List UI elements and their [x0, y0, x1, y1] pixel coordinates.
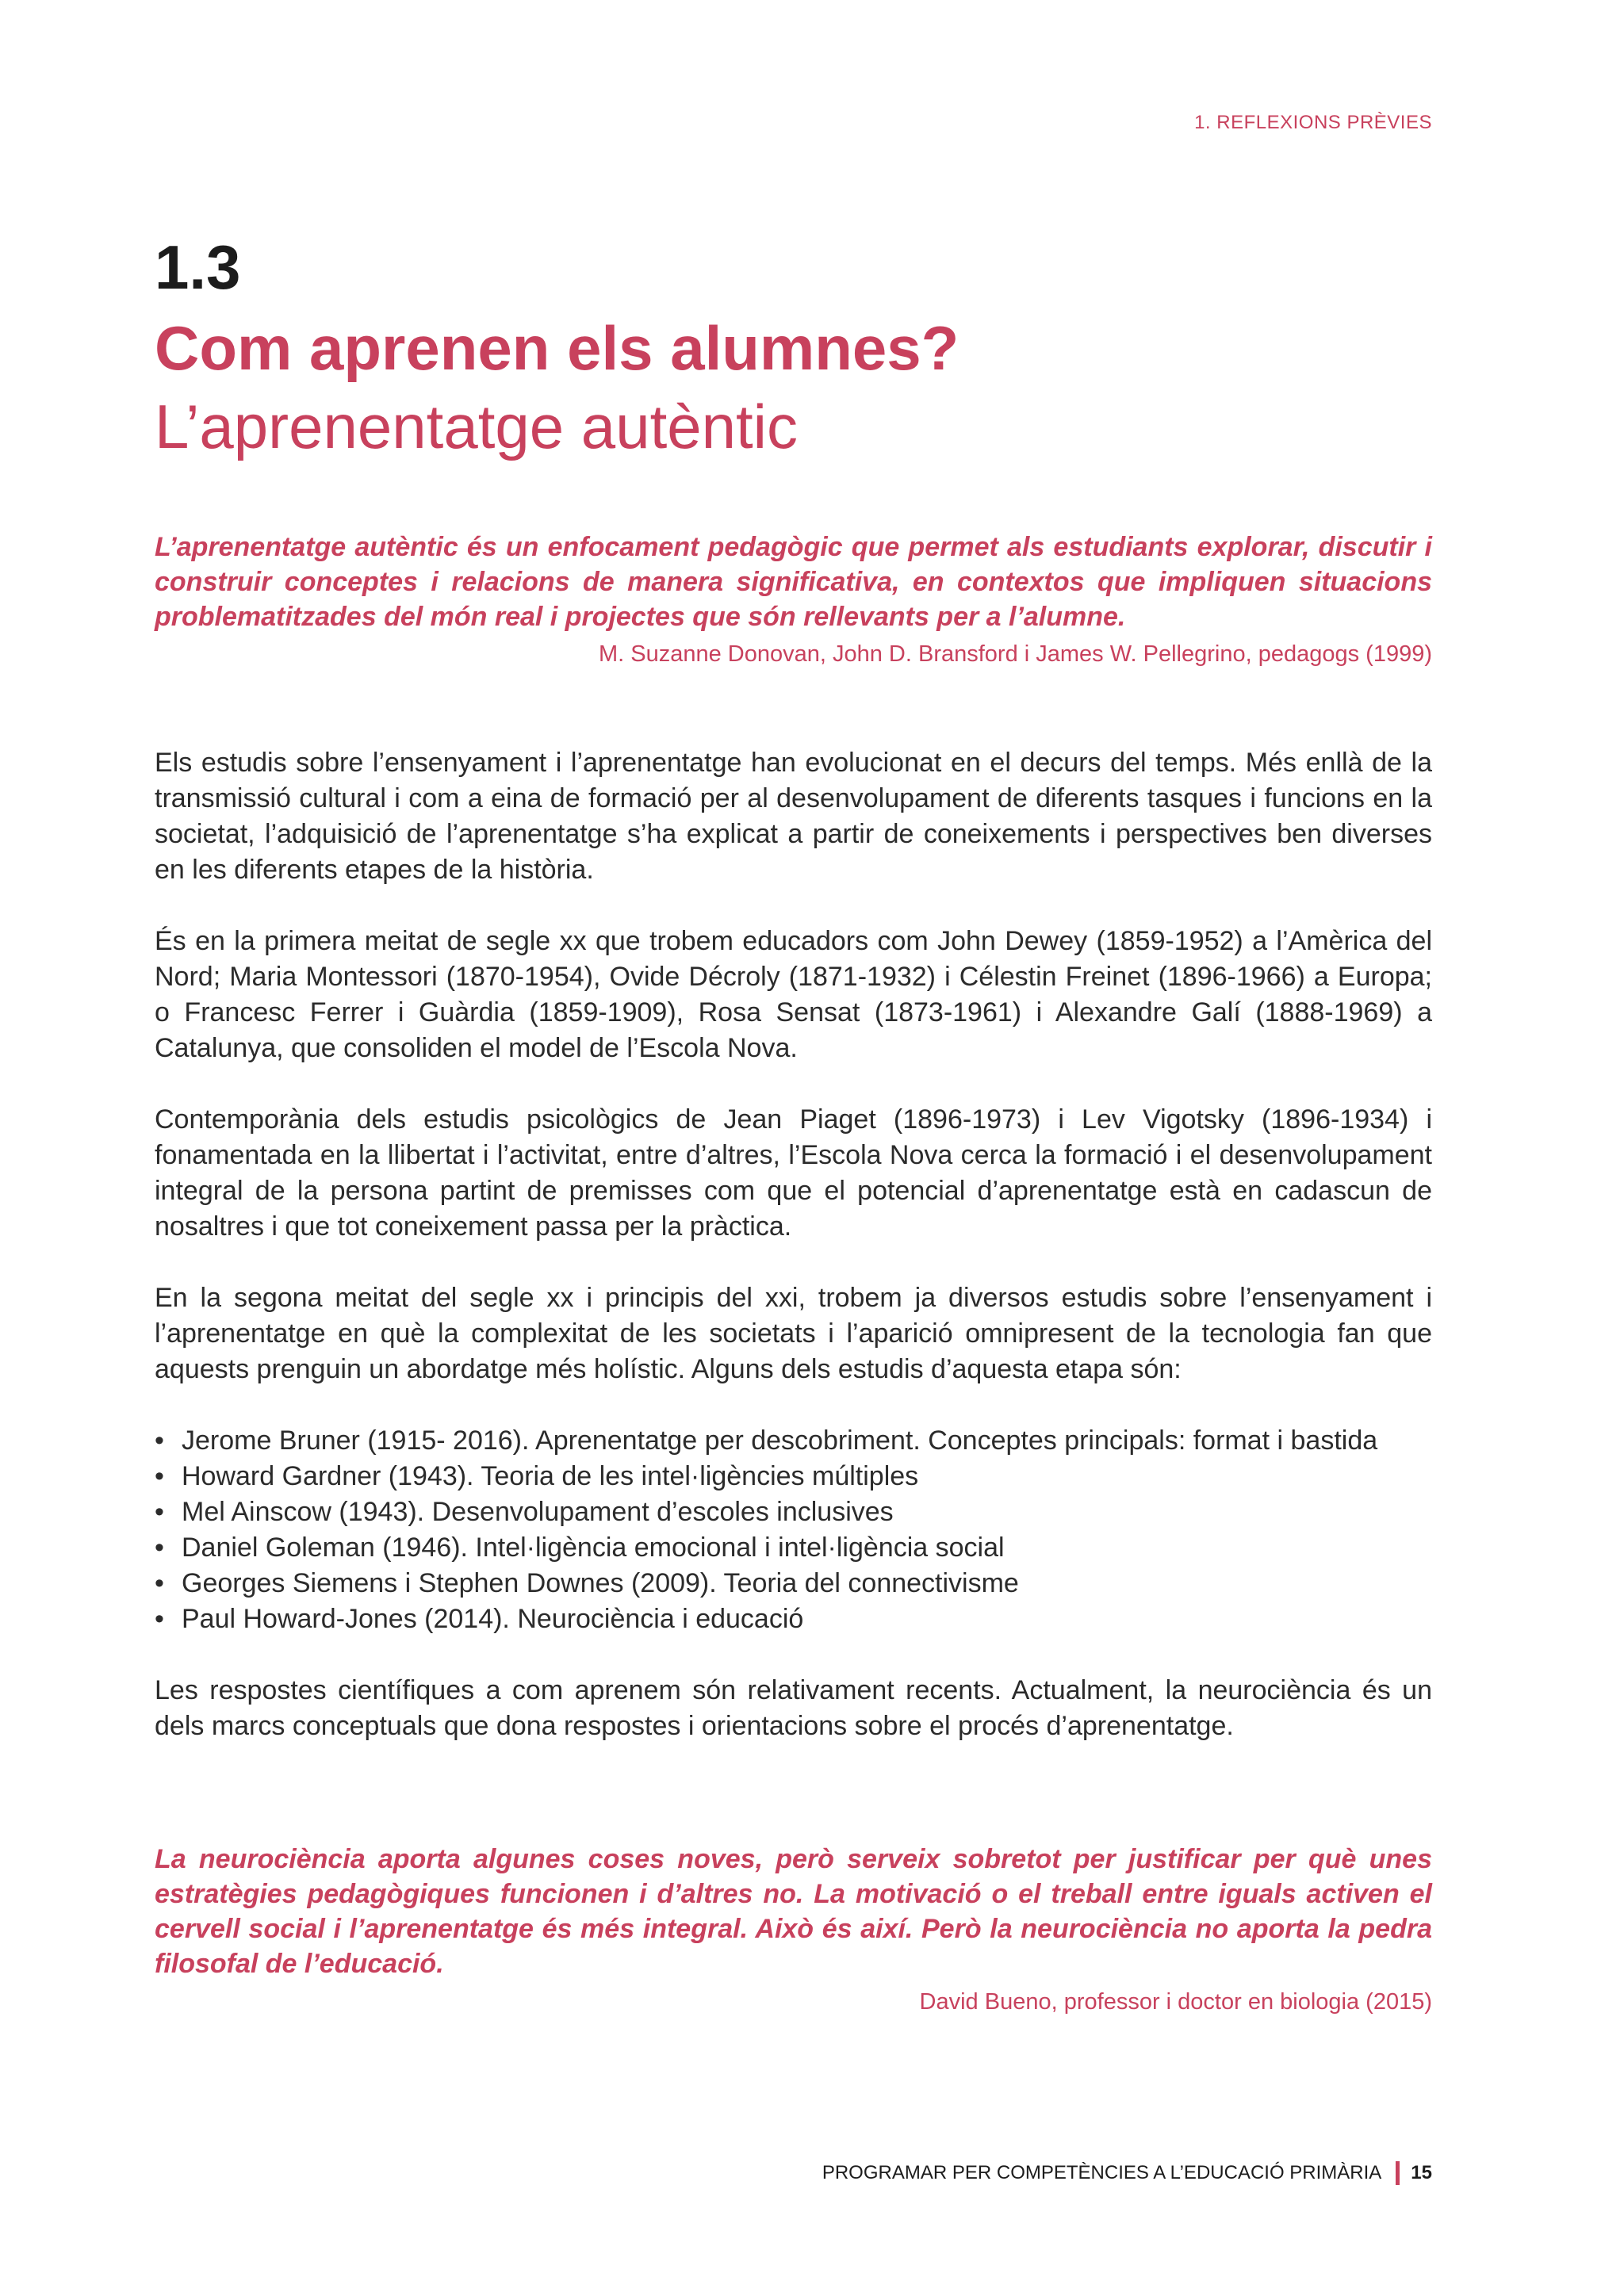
section-title: Com aprenen els alumnes?: [155, 313, 959, 383]
opening-quote-attribution: M. Suzanne Donovan, John D. Bransford i James W. Pellegrino, pedagogs (1999): [598, 641, 1432, 667]
closing-paragraph: Les respostes científiques a com aprenem són relativament recents. Actualment, la neurociència és un dels marcs conceptuals que dona respostes i orientacions sobre el procés d’aprenentatge.: [155, 1675, 1432, 1741]
list-item: [155, 1601, 1432, 1637]
book-title: PROGRAMAR PER COMPETÈNCIES A L’EDUCACIÓ PRIMÀRIA: [822, 2162, 1382, 2183]
closing-quote: La neurociència aporta algunes coses noves, però serveix sobretot per justificar per què unes estratègies pedagògiques funcionen i d’altres no. La motivació o el treball entre iguals activen el cervell social i l’aprenentatge és més integral. Això és així. Però la neurociència no aporta la pedra filosofal de l’educació.: [155, 1844, 1432, 1979]
bullet: •: [155, 1533, 164, 1563]
list-item-text: Daniel Goleman (1946). Intel·ligència emocional i intel·ligència social: [182, 1533, 1005, 1563]
list-item: [155, 1423, 1432, 1459]
list-item-text: Jerome Bruner (1915- 2016). Aprenentatge per descobriment. Conceptes principals: format i bastida: [182, 1425, 1378, 1456]
paragraph: És en la primera meitat de segle xx que trobem educadors com John Dewey (1859-1952) a l’Amèrica del Nord; Maria Montessori (1870-1954), Ovide Décroly (1871-1932) i Célestin Freinet (1896-1966) a Europa; o Francesc Ferrer i Guàrdia (1859-1909), Rosa Sensat (1873-1961) i Alexandre Galí (1888-1969) a Catalunya, que consoliden el model de l’Escola Nova.: [155, 926, 1432, 1063]
list-item: [155, 1566, 1432, 1601]
paragraph: Els estudis sobre l’ensenyament i l’aprenentatge han evolucionat en el decurs del temps. Més enllà de la transmissió cultural i com a eina de formació per al desenvolupament de diferents tasques i funcions en la societat, l’adquisició de l’aprenentatge s’ha explicat a partir de coneixements i perspectives ben diverses en les diferents etapes de la història.: [155, 748, 1432, 885]
bullet: •: [155, 1497, 164, 1527]
list-item-text: Mel Ainscow (1943). Desenvolupament d’escoles inclusives: [182, 1497, 894, 1527]
page-number: 15: [1411, 2162, 1432, 2183]
opening-quote: L’aprenentatge autèntic és un enfocament pedagògic que permet als estudiants explorar, discutir i construir conceptes i relacions de manera significativa, en contextos que impliquen situacions problematitzades del món real i projectes que són rellevants per a l’alumne.: [155, 532, 1432, 632]
bullet: •: [155, 1425, 164, 1456]
bullet: •: [155, 1604, 164, 1634]
list-item-text: Howard Gardner (1943). Teoria de les intel·ligències múltiples: [182, 1461, 919, 1491]
closing-quote-attribution: David Bueno, professor i doctor en biologia (2015): [919, 1989, 1432, 2015]
section-subtitle: L’aprenentatge autèntic: [155, 392, 799, 461]
list-item-text: Georges Siemens i Stephen Downes (2009). Teoria del connectivisme: [182, 1568, 1019, 1598]
footer-divider: [1396, 2161, 1400, 2185]
bullet: •: [155, 1461, 164, 1491]
studies-list: [155, 1423, 1432, 1637]
paragraph: Contemporània dels estudis psicològics de Jean Piaget (1896-1973) i Lev Vigotsky (1896-1934) i fonamentada en la llibertat i l’activitat, entre d’altres, l’Escola Nova cerca la formació i el desenvolupament integral de la persona partint de premisses com que el potencial d’aprenentatge està en cadascun de nosaltres i que tot coneixement passa per la pràctica.: [155, 1104, 1432, 1242]
section-number: 1.3: [155, 232, 241, 302]
page-footer: [822, 2161, 1432, 2185]
body-text: [155, 745, 1432, 1780]
list-item-text: Paul Howard-Jones (2014). Neurociència i educació: [182, 1604, 804, 1634]
bullet: •: [155, 1568, 164, 1598]
list-item: [155, 1494, 1432, 1530]
chapter-header: 1. REFLEXIONS PRÈVIES: [1194, 112, 1432, 133]
paragraph: En la segona meitat del segle xx i principis del xxi, trobem ja diversos estudis sobre l’ensenyament i l’aprenentatge en què la complexitat de les societats i l’aparició omnipresent de la tecnologia fan que aquests prenguin un abordatge més holístic. Alguns dels estudis d’aquesta etapa són:: [155, 1283, 1432, 1384]
list-item: [155, 1530, 1432, 1566]
list-item: [155, 1459, 1432, 1494]
